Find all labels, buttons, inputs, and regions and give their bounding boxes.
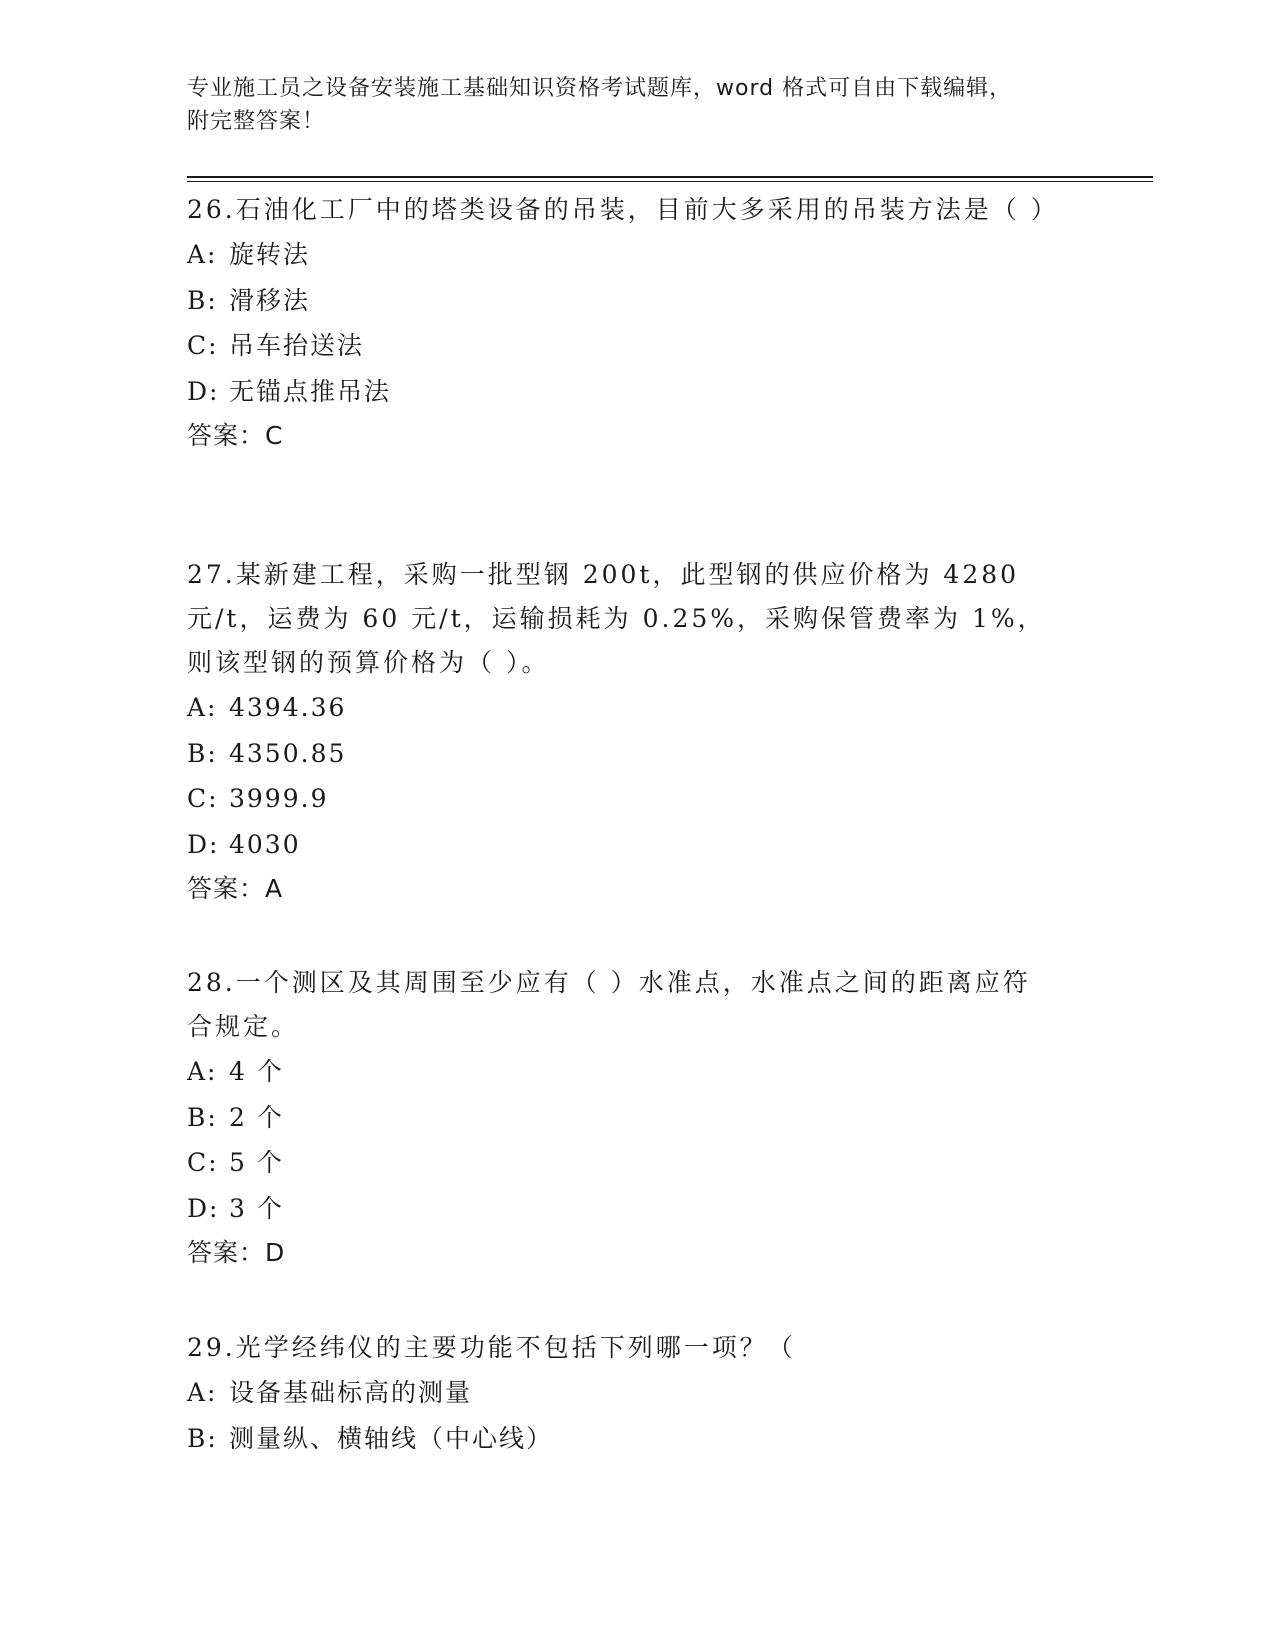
answer-line: 答案：C [187, 421, 284, 450]
option-text: 测量纵、横轴线（中心线） [229, 1423, 554, 1453]
option-d [187, 369, 1057, 415]
option-letter: C: [187, 784, 219, 813]
answer-line: 答案：D [187, 1238, 286, 1267]
option-text: 4030 [229, 829, 301, 859]
option-a [187, 685, 1057, 731]
option-d [187, 822, 1057, 868]
option-text: 4350.85 [229, 738, 347, 768]
option-c [187, 1140, 1057, 1186]
option-text: 吊车抬送法 [229, 331, 365, 360]
header-divider-thick [187, 176, 1153, 178]
header-divider-thin [187, 181, 1153, 182]
option-letter: D: [187, 376, 220, 406]
question-stem: 27.某新建工程，采购一批型钢 200t，此型钢的供应价格为 4280 元/t，运费为 60 元/t，运输损耗为 0.25%，采购保管费率为 1%，则该型钢的预算价格为（ ）。 [187, 560, 1046, 677]
option-letter: D: [187, 1193, 220, 1223]
option-text: 3 个 [229, 1193, 284, 1223]
question-27 [187, 553, 1057, 911]
question-stem: 28.一个测区及其周围至少应有（ ）水准点，水准点之间的距离应符合规定。 [187, 968, 1031, 1041]
option-letter: A: [187, 1378, 218, 1407]
option-letter: D: [187, 829, 220, 859]
option-text: 2 个 [229, 1102, 284, 1132]
answer-line: 答案：A [187, 874, 284, 903]
option-text: 旋转法 [229, 240, 311, 269]
option-a [187, 1049, 1057, 1095]
option-letter: B: [187, 738, 218, 768]
option-letter: A: [187, 240, 218, 269]
option-text: 滑移法 [229, 285, 311, 315]
option-b [187, 731, 1057, 777]
question-stem: 26.石油化工厂中的塔类设备的吊装，目前大多采用的吊装方法是（ ） [187, 195, 1059, 224]
header-line-1: 专业施工员之设备安装施工基础知识资格考试题库，word 格式可自由下载编辑， [187, 76, 1013, 101]
header-line-2: 附完整答案！ [187, 109, 326, 134]
option-text: 3999.9 [229, 784, 329, 813]
option-c [187, 776, 1057, 822]
option-letter: C: [187, 331, 219, 360]
option-text: 设备基础标高的测量 [229, 1378, 473, 1407]
option-a [187, 1370, 1057, 1416]
option-letter: A: [187, 693, 218, 722]
option-text: 无锚点推吊法 [229, 376, 392, 406]
option-letter: B: [187, 285, 218, 315]
question-stem: 29.光学经纬仪的主要功能不包括下列哪一项？（ [187, 1333, 796, 1362]
question-29 [187, 1326, 1057, 1461]
option-letter: A: [187, 1057, 218, 1086]
option-letter: C: [187, 1148, 219, 1177]
document-header [187, 72, 1067, 138]
question-28 [187, 961, 1057, 1275]
option-b [187, 1416, 1057, 1462]
option-text: 4394.36 [229, 693, 347, 722]
option-b [187, 278, 1057, 324]
option-a [187, 232, 1057, 278]
option-d [187, 1186, 1057, 1232]
option-text: 5 个 [229, 1148, 284, 1177]
option-b [187, 1095, 1057, 1141]
option-letter: B: [187, 1102, 218, 1132]
option-letter: B: [187, 1423, 218, 1453]
question-26 [187, 188, 1057, 458]
option-text: 4 个 [229, 1057, 284, 1086]
option-c [187, 323, 1057, 369]
